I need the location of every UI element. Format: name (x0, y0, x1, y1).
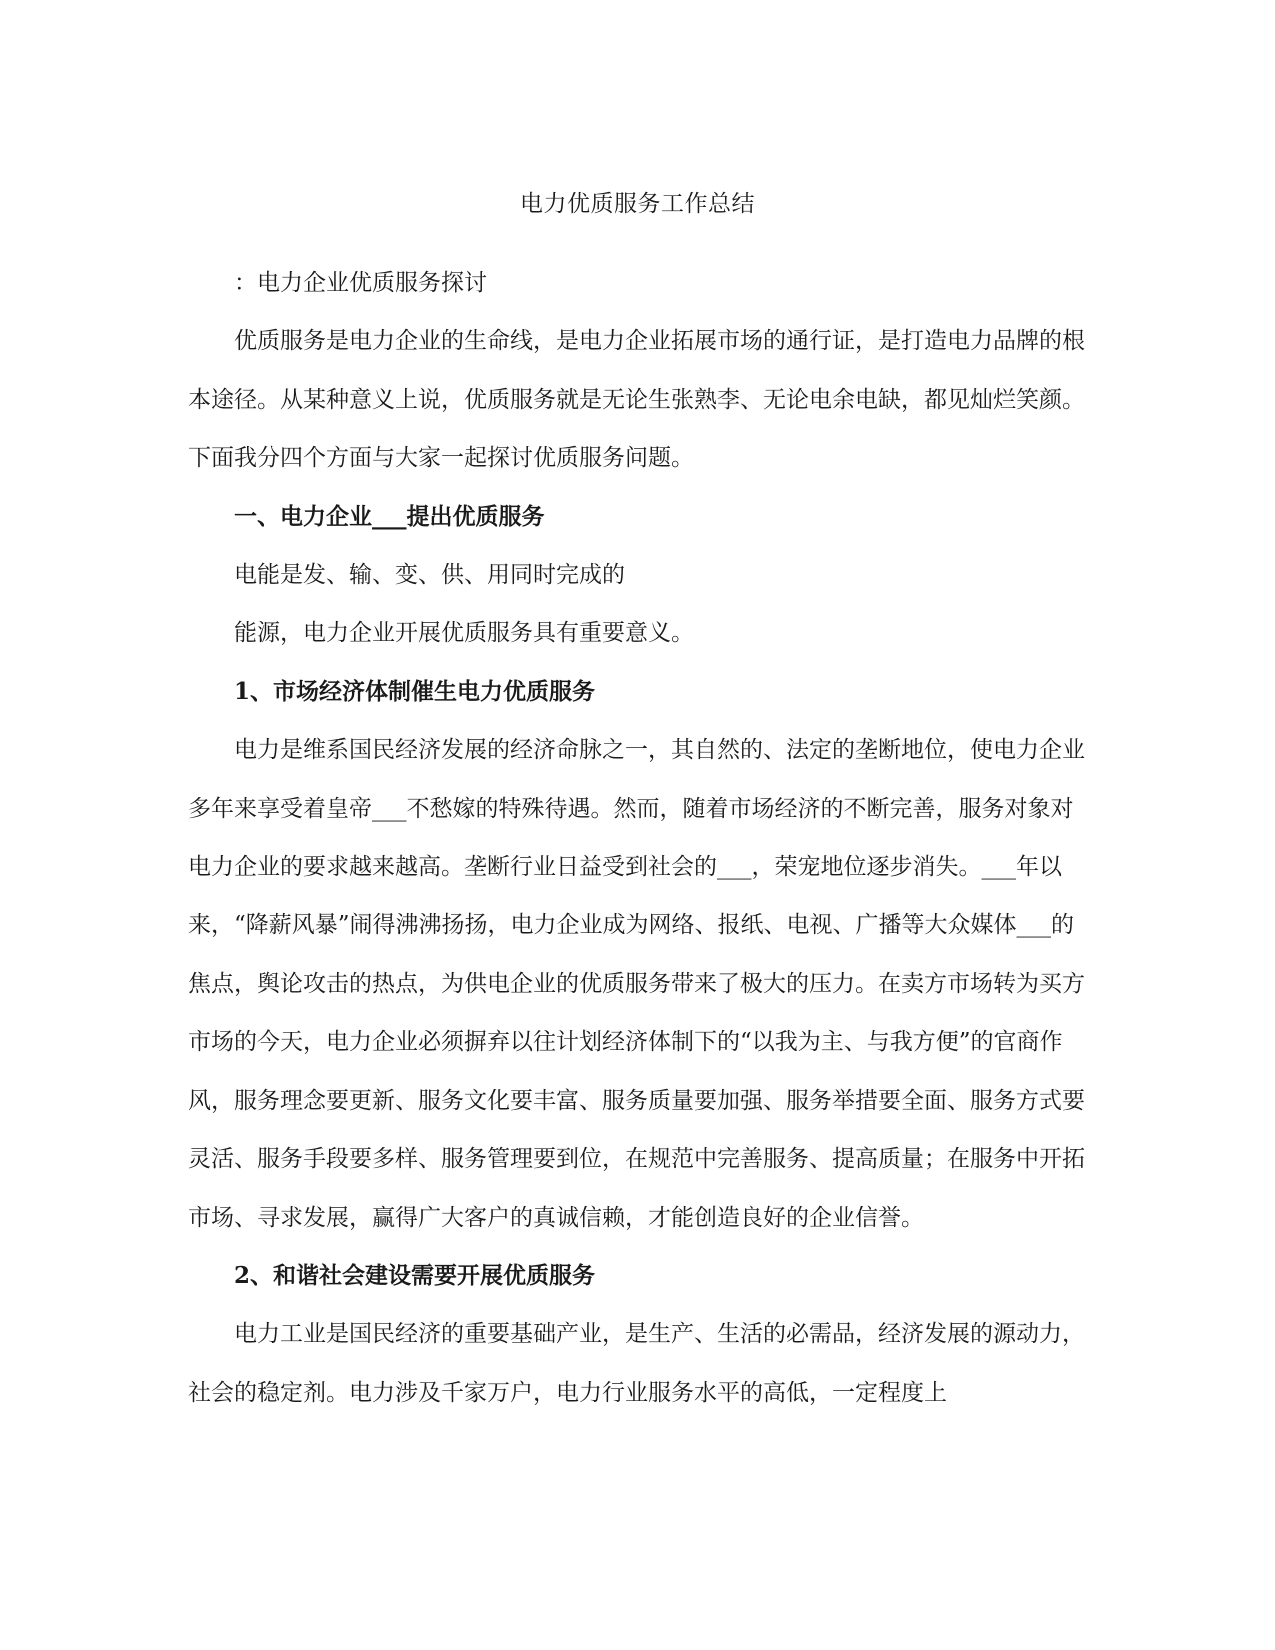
subtitle-line: ：电力企业优质服务探讨 (234, 270, 487, 296)
paragraph-energy-line-1: 电能是发、输、变、供、用同时完成的 (234, 562, 625, 589)
document-body (188, 254, 1088, 1422)
subsection-heading-1: 1、市场经济体制催生电力优质服务 (234, 677, 596, 705)
subsection-heading-2: 2、和谐社会建设需要开展优质服务 (234, 1261, 596, 1289)
paragraph-energy-line-2: 能源，电力企业开展优质服务具有重要意义。 (234, 620, 694, 647)
intro-paragraph: 优质服务是电力企业的生命线，是电力企业拓展市场的通行证，是打造电力品牌的根本途径。从某种意义上说，优质服务就是无论生张熟李、无论电余电缺，都见灿烂笑颜。下面我分四个方面与大家一起探讨优质服务问题。 (188, 328, 1085, 472)
document-title: 电力优质服务工作总结 (520, 191, 755, 217)
harmonious-society-paragraph: 电力工业是国民经济的重要基础产业，是生产、生活的必需品，经济发展的源动力，社会的稳定剂。电力涉及千家万户，电力行业服务水平的高低，一定程度上 (188, 1321, 1085, 1406)
market-economy-paragraph: 电力是维系国民经济发展的经济命脉之一，其自然的、法定的垄断地位，使电力企业多年来享受着皇帝___不愁嫁的特殊待遇。然而，随着市场经济的不断完善，服务对象对电力企业的要求越来越高。垄断行业日益受到社会的___，荣宠地位逐步消失。___年以来，“降薪风暴”闹得沸沸扬扬，电力企业成为网络、报纸、电视、广播等大众媒体___的焦点，舆论攻击的热点，为供电企业的优质服务带来了极大的压力。在卖方市场转为买方市场的今天，电力企业必须摒弃以往计划经济体制下的“以我为主、与我方便”的官商作风，服务理念要更新、服务文化要丰富、服务质量要加强、服务举措要全面、服务方式要灵活、服务手段要多样、服务管理要到位，在规范中完善服务、提高质量；在服务中开拓市场、寻求发展，赢得广大客户的真诚信赖，才能创造良好的企业信誉。 (188, 737, 1085, 1231)
section-heading-1: 一、电力企业___提出优质服务 (234, 502, 545, 530)
